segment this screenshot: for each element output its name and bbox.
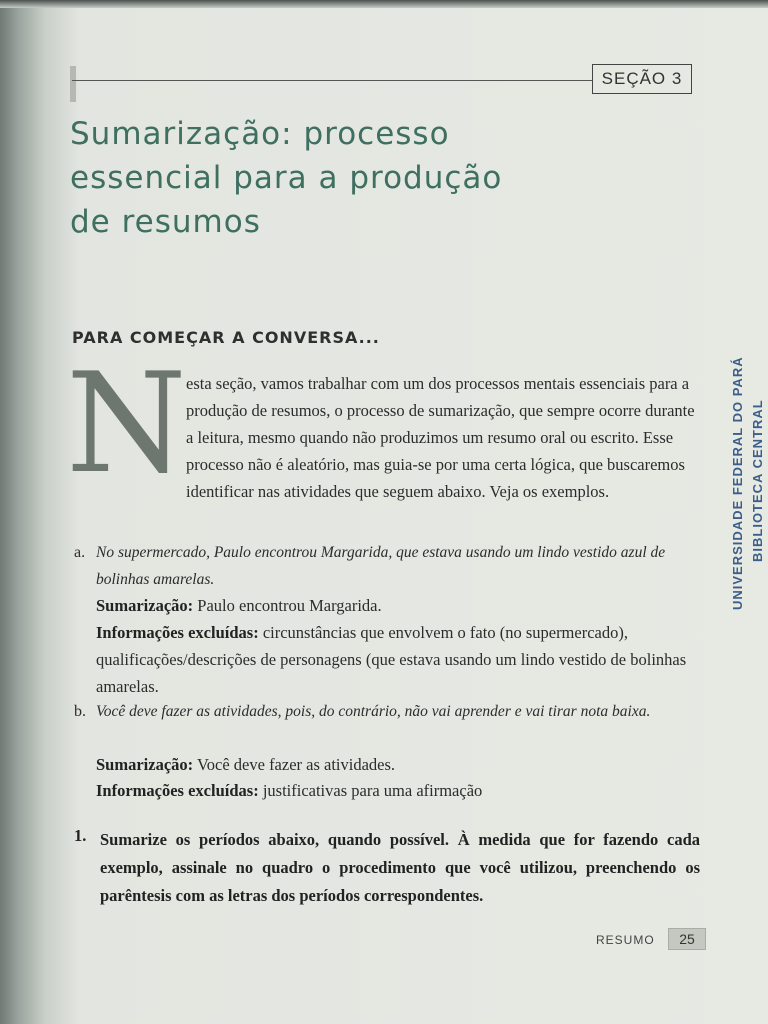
library-stamp [724,330,768,620]
excluded-label: Informações excluídas: [96,623,259,642]
excluded-value: circunstâncias que envolvem o fato (no supermercado), qualificações/descrições de personagens (que estava usando um lindo vestido de bolinhas amarelas. [96,623,687,696]
example-letter: b. [74,703,86,720]
stamp-line: UNIVERSIDADE FEDERAL DO PARÁ [730,356,745,610]
summary-line [96,755,395,775]
page-number: 25 [668,928,706,950]
question-number: 1. [74,826,87,845]
drop-cap: N [66,343,187,504]
stamp-line: BIBLIOTECA CENTRAL [750,399,765,562]
margin-mark [70,66,76,102]
excluded-value: justificativas para uma afirmação [262,781,483,800]
title-line: de resumos [70,204,261,240]
sub-heading: PARA COMEÇAR A CONVERSA... [72,328,380,347]
page-top-edge [0,0,768,8]
example-letter: a. [74,544,86,561]
example-sentence: No supermercado, Paulo encontrou Margarida, que estava usando um lindo vestido azul de bolinhas amarelas. [96,544,666,588]
example-sentence: Você deve fazer as atividades, pois, do contrário, não vai aprender e vai tirar nota baixa. [96,703,651,720]
summary-label: Sumarização: [96,755,194,774]
excluded-label: Informações excluídas: [96,781,259,800]
summary-label: Sumarização: [96,596,194,615]
footer-label: RESUMO [596,933,655,947]
header-rule [72,80,592,81]
excluded-info [96,619,700,700]
summary-value: Você deve fazer as atividades. [196,755,396,774]
intro-paragraph: esta seção, vamos trabalhar com um dos processos mentais essenciais para a produção de resumos, o processo de sumarização, que sempre ocorre durante a leitura, mesmo quando não produzimos um resumo oral ou escrito. Esse processo não é aleatório, mas guia-se por uma certa lógica, que buscaremos identificar nas atividades que seguem abaixo. Veja os exemplos. [186,374,695,501]
title-line: Sumarização: processo [70,116,450,152]
summary-value: Paulo encontrou Margarida. [197,596,382,615]
summary-line [96,596,382,616]
page-title [70,112,630,244]
title-line: essencial para a produção [70,160,503,196]
question-text: Sumarize os períodos abaixo, quando possível. À medida que for fazendo cada exemplo, assinale no quadro o procedimento que você utilizou, preenchendo os parêntesis com as letras dos períodos correspondentes. [100,830,700,905]
excluded-info [96,781,482,801]
section-label: SEÇÃO 3 [592,64,692,94]
